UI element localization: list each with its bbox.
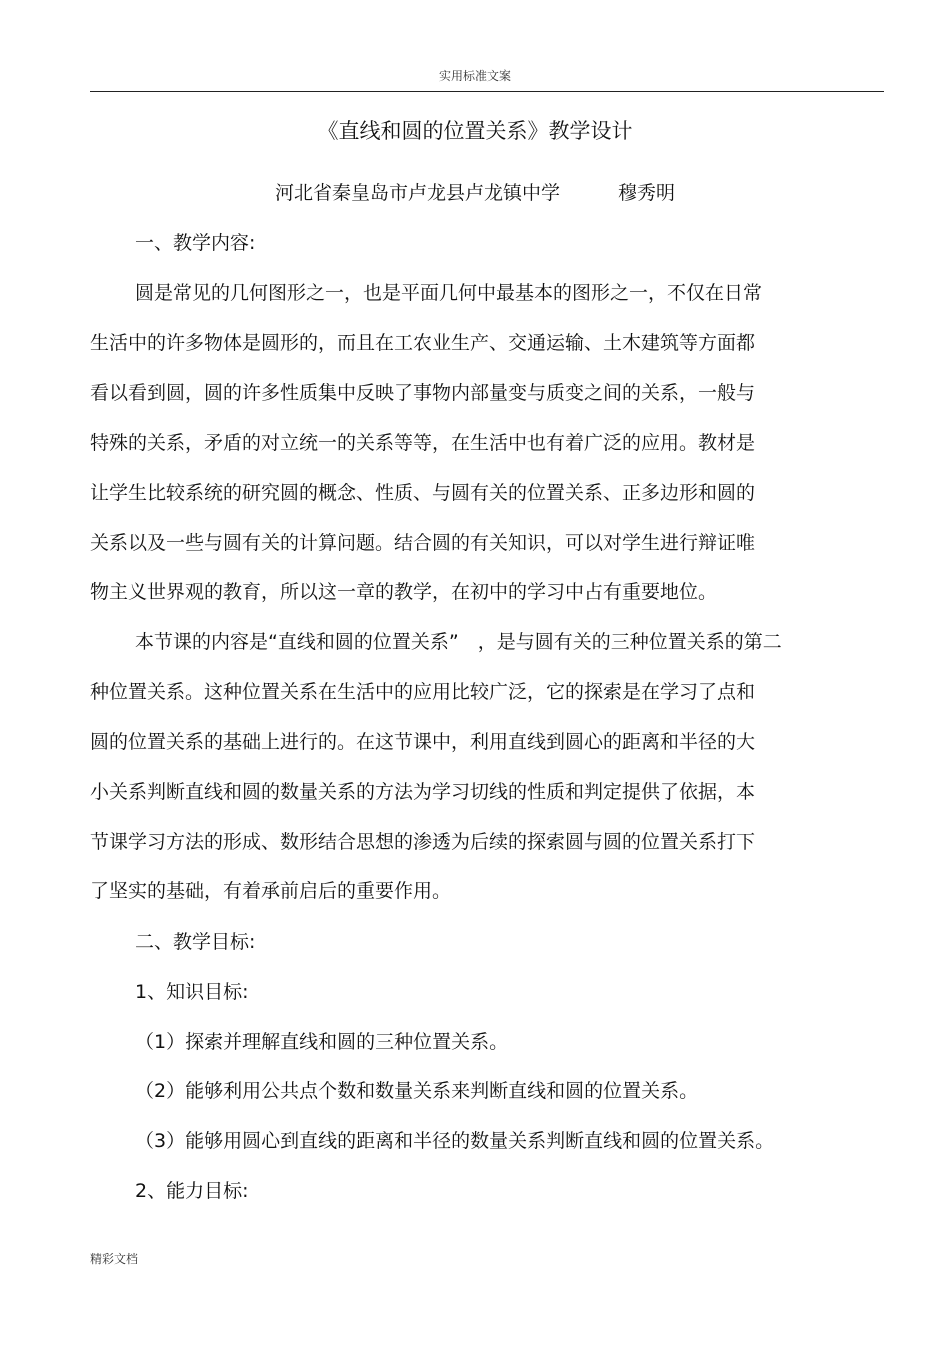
document-title: 《直线和圆的位置关系》教学设计 — [317, 119, 633, 143]
paragraph-line: 特殊的关系，矛盾的对立统一的关系等等，在生活中也有着广泛的应用。教材是 — [90, 432, 756, 454]
section-heading-content: 一、教学内容: — [135, 232, 256, 254]
author-name: 穆秀明 — [618, 182, 676, 204]
paragraph-line: 看以看到圆，圆的许多性质集中反映了事物内部量变与质变之间的关系，一般与 — [90, 382, 756, 404]
paragraph-line: 关系以及一些与圆有关的计算问题。结合圆的有关知识，可以对学生进行辩证唯 — [90, 532, 756, 554]
goal-item: （3）能够用圆心到直线的距离和半径的数量关系判断直线和圆的位置关系。 — [135, 1130, 775, 1152]
paragraph-line: 种位置关系。这种位置关系在生活中的应用比较广泛，它的探索是在学习了点和 — [90, 681, 756, 703]
subheading-knowledge: 1、知识目标: — [135, 981, 249, 1003]
paragraph-line: 了坚实的基础，有着承前启后的重要作用。 — [90, 880, 452, 902]
paragraph-line: 节课学习方法的形成、数形结合思想的渗透为后续的探索圆与圆的位置关系打下 — [90, 831, 756, 853]
paragraph-line: 让学生比较系统的研究圆的概念、性质、与圆有关的位置关系、正多边形和圆的 — [90, 482, 756, 504]
paragraph-line: 本节课的内容是“直线和圆的位置关系” ，是与圆有关的三种位置关系的第二 — [135, 631, 782, 653]
author-school: 河北省秦皇岛市卢龙县卢龙镇中学 — [274, 182, 560, 204]
paragraph-line: 物主义世界观的教育，所以这一章的教学，在初中的学习中占有重要地位。 — [90, 581, 718, 603]
page-footer: 精彩文档 — [90, 1252, 139, 1266]
goal-item: （2）能够利用公共点个数和数量关系来判断直线和圆的位置关系。 — [135, 1080, 699, 1102]
header-text: 实用标准文案 — [438, 69, 511, 83]
section-heading-goals: 二、教学目标: — [135, 931, 256, 953]
subheading-ability: 2、能力目标: — [135, 1180, 249, 1202]
paragraph-line: 小关系判断直线和圆的数量关系的方法为学习切线的性质和判定提供了依据，本 — [90, 781, 756, 803]
header-rule — [90, 91, 884, 92]
author-line — [0, 178, 950, 208]
paragraph-line: 圆是常见的几何图形之一，也是平面几何中最基本的图形之一，不仅在日常 — [135, 282, 763, 304]
paragraph-line: 圆的位置关系的基础上进行的。在这节课中，利用直线到圆心的距离和半径的大 — [90, 731, 756, 753]
paragraph-line: 生活中的许多物体是圆形的，而且在工农业生产、交通运输、土木建筑等方面都 — [90, 332, 756, 354]
goal-item: （1）探索并理解直线和圆的三种位置关系。 — [135, 1031, 509, 1053]
